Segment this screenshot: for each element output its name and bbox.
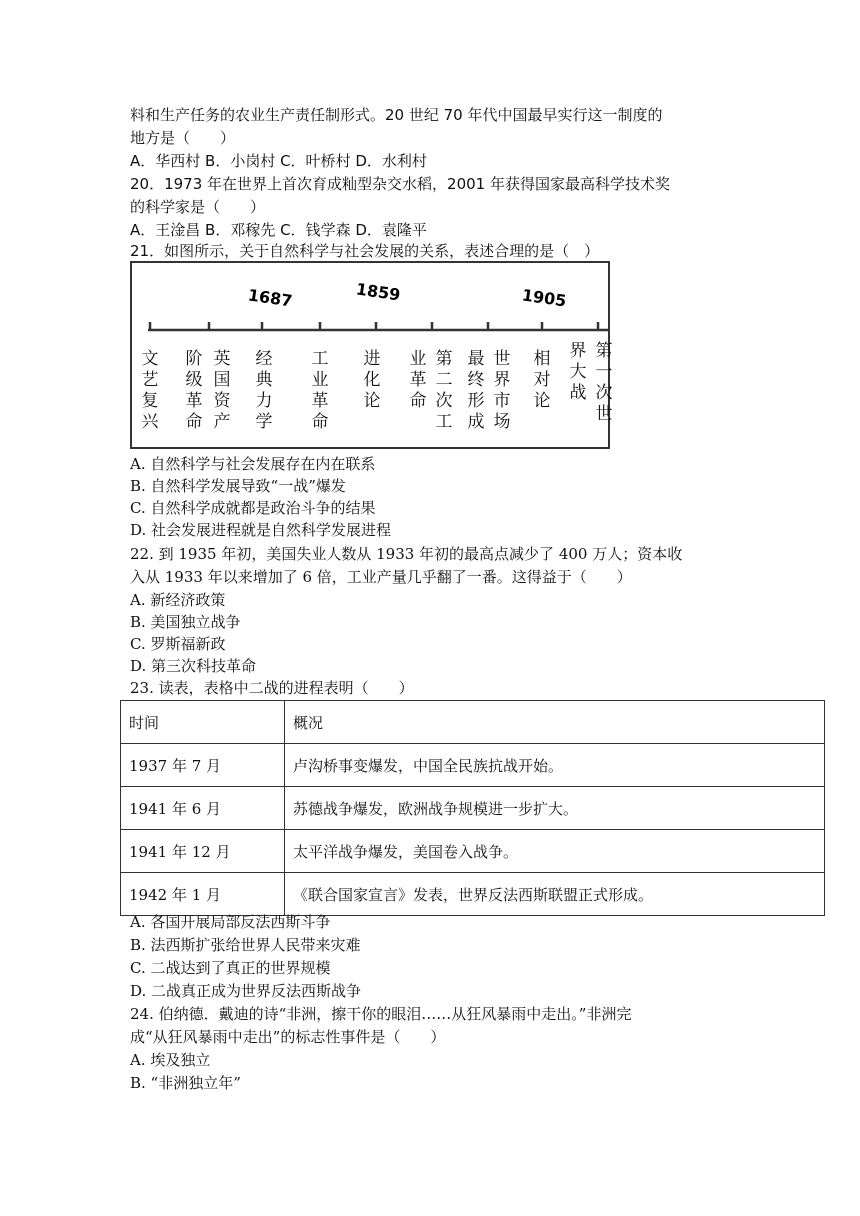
timeline-label: 工 业 革 命 bbox=[311, 349, 329, 432]
table-cell-summary: 《联合国家宣言》发表，世界反法西斯联盟正式形成。 bbox=[285, 873, 825, 916]
table-header-time: 时间 bbox=[121, 701, 285, 744]
question-24: 24. 伯纳德．戴迪的诗“非洲，擦干你的眼泪……从狂风暴雨中走出。”非洲完 bbox=[130, 1005, 632, 1023]
question-22: 22. 到 1935 年初，美国失业人数从 1933 年初的最高点减少了 400 万人；资本收 bbox=[130, 545, 683, 563]
timeline-label: 文 艺 复 兴 bbox=[141, 349, 159, 432]
timeline-label: 世 界 市 场 bbox=[493, 349, 511, 432]
option-line: A. 埃及独立 bbox=[130, 1051, 211, 1069]
timeline-label: 界 大 战 bbox=[569, 341, 587, 403]
option-line: A. 新经济政策 bbox=[130, 591, 226, 609]
timeline-figure bbox=[130, 261, 613, 449]
table-cell-summary: 苏德战争爆发，欧洲战争规模进一步扩大。 bbox=[285, 787, 825, 830]
timeline-label: 最 终 形 成 bbox=[467, 349, 485, 432]
table-cell-time: 1941 年 6 月 bbox=[121, 787, 285, 830]
option-line: D. 社会发展进程就是自然科学发展进程 bbox=[130, 521, 392, 539]
timeline-label: 第 一 次 世 bbox=[595, 341, 613, 424]
table-cell-time: 1942 年 1 月 bbox=[121, 873, 285, 916]
question-20: 20．1973 年在世界上首次育成籼型杂交水稻，2001 年获得国家最高科学技术奖 bbox=[130, 175, 670, 193]
option-line: B. 自然科学发展导致“一战”爆发 bbox=[130, 477, 346, 495]
option-line: B. “非洲独立年” bbox=[130, 1074, 241, 1092]
ww2-table bbox=[120, 700, 825, 916]
option-line: B. 法西斯扩张给世界人民带来灾难 bbox=[130, 936, 361, 954]
option-line: C. 罗斯福新政 bbox=[130, 635, 226, 653]
option-line: D. 二战真正成为世界反法西斯战争 bbox=[130, 982, 362, 1000]
table-cell-summary: 卢沟桥事变爆发，中国全民族抗战开始。 bbox=[285, 744, 825, 787]
timeline-label: 第 二 次 工 bbox=[435, 349, 453, 432]
timeline-label: 英 国 资 产 bbox=[213, 349, 231, 432]
option-line: C. 二战达到了真正的世界规模 bbox=[130, 959, 331, 977]
question-21: 21．如图所示，关于自然科学与社会发展的关系，表述合理的是（ ） bbox=[130, 242, 600, 260]
timeline-label: 进 化 论 bbox=[363, 349, 381, 411]
year-label-1905: 1905 bbox=[520, 285, 568, 311]
text-line: 成“从狂风暴雨中走出”的标志性事件是（ ） bbox=[130, 1028, 446, 1046]
text-line: 入从 1933 年以来增加了 6 倍，工业产量几乎翻了一番。这得益于（ ） bbox=[130, 568, 632, 586]
timeline-label: 阶 级 革 命 bbox=[185, 349, 203, 432]
timeline-label: 相 对 论 bbox=[533, 349, 551, 411]
year-label-1687: 1687 bbox=[246, 285, 294, 311]
option-line: A．华西村 B．小岗村 C．叶桥村 D．水利村 bbox=[130, 152, 427, 170]
table-row bbox=[121, 744, 825, 787]
table-cell-time: 1937 年 7 月 bbox=[121, 744, 285, 787]
table-cell-summary: 太平洋战争爆发，美国卷入战争。 bbox=[285, 830, 825, 873]
table-row bbox=[121, 830, 825, 873]
table-header-row bbox=[121, 701, 825, 744]
option-line: A. 各国开展局部反法西斯斗争 bbox=[130, 913, 331, 931]
year-label-1859: 1859 bbox=[354, 279, 402, 305]
timeline-label: 经 典 力 学 bbox=[255, 349, 273, 432]
table-header-summary: 概况 bbox=[285, 701, 825, 744]
timeline-label: 业 革 命 bbox=[409, 349, 427, 411]
table-cell-time: 1941 年 12 月 bbox=[121, 830, 285, 873]
option-line: D. 第三次科技革命 bbox=[130, 657, 257, 675]
text-line: 的科学家是（ ） bbox=[130, 198, 266, 216]
option-line: A. 自然科学与社会发展存在内在联系 bbox=[130, 455, 376, 473]
option-line: C. 自然科学成就都是政治斗争的结果 bbox=[130, 499, 376, 517]
table-row bbox=[121, 873, 825, 916]
option-line: A．王淦昌 B．邓稼先 C．钱学森 D．袁隆平 bbox=[130, 221, 427, 239]
option-line: B. 美国独立战争 bbox=[130, 613, 241, 631]
question-23: 23. 读表，表格中二战的进程表明（ ） bbox=[130, 679, 414, 697]
text-line: 地方是（ ） bbox=[130, 129, 236, 147]
text-line: 料和生产任务的农业生产责任制形式。20 世纪 70 年代中国最早实行这一制度的 bbox=[130, 106, 663, 124]
table-row bbox=[121, 787, 825, 830]
